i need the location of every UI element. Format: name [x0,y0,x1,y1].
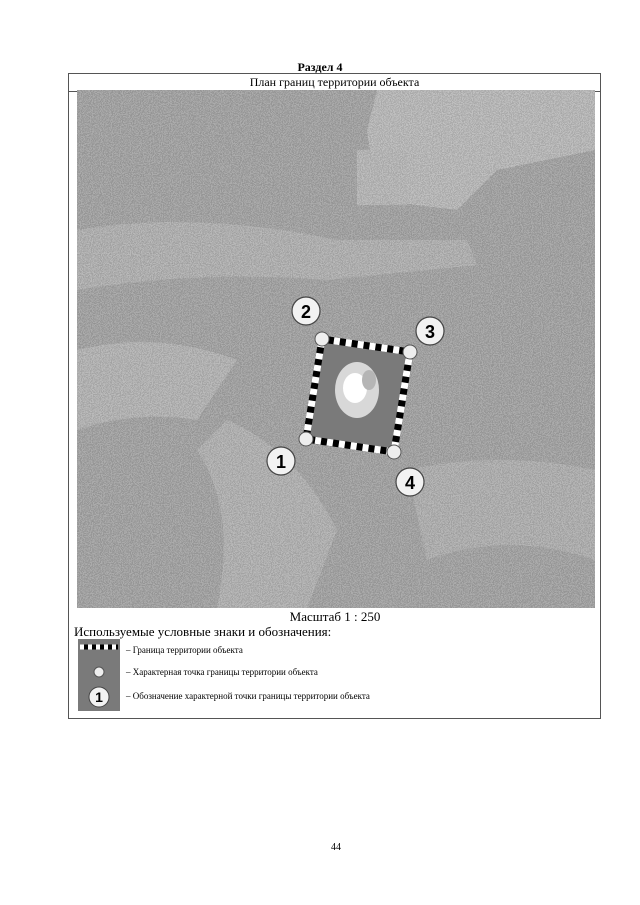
aerial-map [77,90,595,608]
legend-label-swatch [78,683,120,711]
map-scale: Масштаб 1 : 250 [289,609,381,624]
plan-title: План границ территории объекта [69,74,600,92]
point-label-icon [78,683,120,711]
boundary-point-2 [315,332,329,346]
legend-boundary-swatch [78,639,120,661]
boundary-point-4 [387,445,401,459]
legend-point-swatch [78,661,120,683]
boundary-point-1 [299,432,313,446]
point-label-3: 3 [424,322,436,342]
boundary-point-icon [78,661,120,683]
legend-sample-label: 1 [95,689,103,705]
section-title: Раздел 4 [297,60,343,74]
point-label-4: 4 [404,473,416,493]
legend-item-label: – Обозначение характерной точки границы территории объекта [126,691,370,701]
page-number: 44 [331,842,341,853]
boundary-point-3 [403,345,417,359]
point-label-2: 2 [300,302,312,322]
legend-item-boundary: – Граница территории объекта [126,645,243,655]
point-label-1: 1 [275,452,287,472]
boundary-line-icon [78,639,120,661]
legend-title: Используемые условные знаки и обозначения: [74,624,332,639]
legend-item-point: – Характерная точка границы территории объекта [126,667,318,677]
aerial-map-image [77,90,595,608]
